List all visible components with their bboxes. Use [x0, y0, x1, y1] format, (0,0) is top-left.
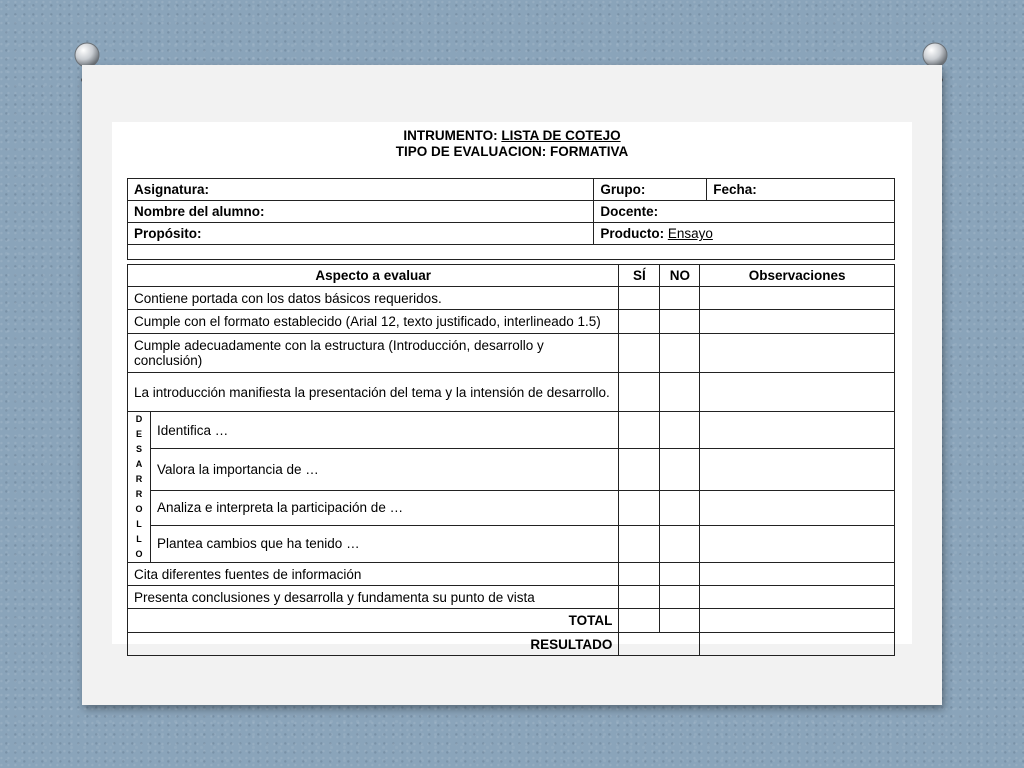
info-row-nombre: [128, 201, 895, 223]
table-row: [128, 310, 895, 334]
header-si: SÍ: [619, 265, 660, 287]
observaciones-cell[interactable]: [700, 525, 895, 562]
producto-field[interactable]: [594, 223, 895, 245]
criterion-text: Presenta conclusiones y desarrolla y fundamenta su punto de vista: [128, 586, 619, 609]
observaciones-cell[interactable]: [700, 373, 895, 412]
si-cell[interactable]: [619, 287, 660, 310]
producto-label: Producto:: [600, 226, 668, 241]
info-spacer-row: [128, 245, 895, 260]
table-row: [128, 412, 895, 449]
resultado-observaciones-cell[interactable]: [700, 633, 895, 656]
no-cell[interactable]: [660, 310, 700, 334]
resultado-row: [128, 633, 895, 656]
observaciones-cell[interactable]: [700, 449, 895, 490]
criterion-text: Cita diferentes fuentes de información: [128, 563, 619, 586]
total-observaciones-cell[interactable]: [700, 609, 895, 633]
si-cell[interactable]: [619, 586, 660, 609]
no-cell[interactable]: [660, 586, 700, 609]
info-table: [127, 178, 895, 260]
si-cell[interactable]: [619, 490, 660, 525]
observaciones-cell[interactable]: [700, 310, 895, 334]
observaciones-cell[interactable]: [700, 490, 895, 525]
no-cell[interactable]: [660, 563, 700, 586]
no-cell[interactable]: [660, 373, 700, 412]
info-row-proposito: [128, 223, 895, 245]
resultado-value-cell[interactable]: [619, 633, 700, 656]
no-cell[interactable]: [660, 525, 700, 562]
criterion-text: La introducción manifiesta la presentación del tema y la intensión de desarrollo.: [128, 373, 619, 412]
header-aspecto: Aspecto a evaluar: [128, 265, 619, 287]
header-no: NO: [660, 265, 700, 287]
info-row-asignatura: [128, 179, 895, 201]
criterion-text: Analiza e interpreta la participación de …: [150, 490, 618, 525]
desarrollo-vertical-label: D E S A R R O L L O: [128, 412, 151, 563]
no-cell[interactable]: [660, 287, 700, 310]
table-row: [128, 586, 895, 609]
criterion-text: Cumple adecuadamente con la estructura (Introducción, desarrollo y conclusión): [128, 334, 619, 373]
observaciones-cell[interactable]: [700, 334, 895, 373]
criterion-text: Cumple con el formato establecido (Arial 12, texto justificado, interlineado 1.5): [128, 310, 619, 334]
si-cell[interactable]: [619, 373, 660, 412]
instrument-title: INTRUMENTO: LISTA DE COTEJO: [403, 128, 621, 143]
resultado-label: RESULTADO: [128, 633, 619, 656]
observaciones-cell[interactable]: [700, 412, 895, 449]
criterion-text: Contiene portada con los datos básicos requeridos.: [128, 287, 619, 310]
si-cell[interactable]: [619, 310, 660, 334]
table-row: [128, 525, 895, 562]
nombre-alumno-field[interactable]: Nombre del alumno:: [128, 201, 594, 223]
table-row: [128, 449, 895, 490]
document-heading: [112, 128, 912, 160]
grupo-field[interactable]: Grupo:: [594, 179, 707, 201]
si-cell[interactable]: [619, 334, 660, 373]
proposito-field[interactable]: Propósito:: [128, 223, 594, 245]
si-cell[interactable]: [619, 525, 660, 562]
docente-field[interactable]: Docente:: [594, 201, 895, 223]
checklist-header-row: [128, 265, 895, 287]
table-row: [128, 373, 895, 412]
header-observaciones: Observaciones: [700, 265, 895, 287]
table-row: [128, 287, 895, 310]
observaciones-cell[interactable]: [700, 586, 895, 609]
total-si-cell[interactable]: [619, 609, 660, 633]
si-cell[interactable]: [619, 449, 660, 490]
table-row: [128, 334, 895, 373]
checklist-table: [127, 264, 895, 656]
spacer-cell: [128, 245, 895, 260]
evaluation-type: TIPO DE EVALUACION: FORMATIVA: [395, 144, 629, 159]
no-cell[interactable]: [660, 449, 700, 490]
total-label: TOTAL: [128, 609, 619, 633]
criterion-text: Plantea cambios que ha tenido …: [150, 525, 618, 562]
no-cell[interactable]: [660, 334, 700, 373]
fecha-field[interactable]: Fecha:: [707, 179, 895, 201]
table-row: [128, 563, 895, 586]
asignatura-field[interactable]: Asignatura:: [128, 179, 594, 201]
total-row: [128, 609, 895, 633]
si-cell[interactable]: [619, 412, 660, 449]
no-cell[interactable]: [660, 490, 700, 525]
producto-value: Ensayo: [667, 226, 713, 241]
total-no-cell[interactable]: [660, 609, 700, 633]
criterion-text: Identifica …: [150, 412, 618, 449]
table-row: [128, 490, 895, 525]
observaciones-cell[interactable]: [700, 287, 895, 310]
observaciones-cell[interactable]: [700, 563, 895, 586]
no-cell[interactable]: [660, 412, 700, 449]
si-cell[interactable]: [619, 563, 660, 586]
criterion-text: Valora la importancia de …: [150, 449, 618, 490]
instrument-name: LISTA DE COTEJO: [501, 128, 621, 143]
